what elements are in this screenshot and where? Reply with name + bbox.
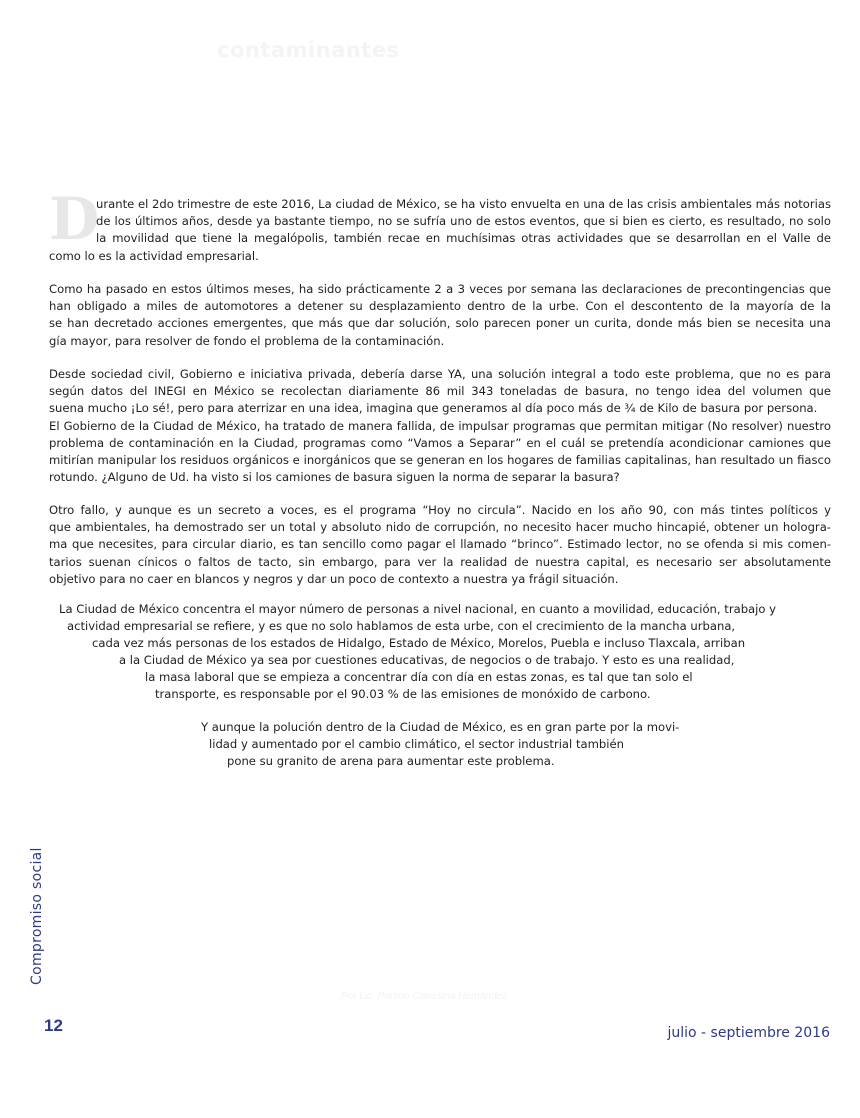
text-line: que ambientales, ha demostrado ser un total y absoluto nido de corrupción, no necesito hacer mucho hincapié, obtener un hologra- [49,520,831,535]
paragraph-precontingencies [49,281,831,350]
text-line: problema de contaminación en la Ciudad, programas como “Vamos a Separar” en el cuál se pretendía acondicionar camiones que [49,435,831,450]
text-line: La Ciudad de México concentra el mayor número de personas a nivel nacional, en cuanto a movilidad, educación, trabajo y [59,602,777,616]
paragraph-hoy-no-circula [49,502,831,588]
section-label: Compromiso social [29,847,45,985]
text-line: suena mucho ¡Lo sé!, pero para aterrizar en una idea, imagina que generamos al día poco más de ¾ de Kilo de basura por persona. [49,401,818,416]
text-line: Desde sociedad civil, Gobierno e iniciativa privada, debería darse YA, una solución integral a todo este problema, que no es para [49,367,831,381]
paragraph-intro [49,196,831,265]
text-line: transporte, es responsable por el 90.03 % de las emisiones de monóxido de carbono. [155,687,651,701]
text-line: cada vez más personas de los estados de Hidalgo, Estado de México, Morelos, Puebla e incluso Tlaxcala, arriban [92,636,746,650]
text-line: Como ha pasado en estos últimos meses, ha sido prácticamente 2 a 3 veces por semana las declaraciones de precontingencias que [49,282,831,296]
author-credit: Por Lic. Porfirio Clavellina Hernández [341,991,508,1002]
text-line: objetivo para no caer en blancos y negros y dar un poco de contexto a nuestra ya frágil situación. [49,571,619,586]
text-line: a la Ciudad de México ya sea por cuestiones educativas, de negocios o de trabajo. Y esto es una realidad, [119,653,735,667]
paragraph-waste [49,366,831,486]
text-line: han obligado a miles de automotores a detener su desplazamiento dentro de la urbe. Con el descontento de la mayoría de la [49,299,831,314]
text-line: según datos del INEGI en México se recolectan diariamente 86 mil 343 toneladas de basura, no tengo idea del volumen que [49,384,831,399]
text-line: El Gobierno de la Ciudad de México, ha tratado de manera fallida, de impulsar programas que permitan mitigar (No resolver) nuestro [49,418,831,433]
text-line: lidad y aumentado por el cambio climático, el sector industrial también [209,737,624,751]
drop-cap: D [49,185,100,253]
page-number: 12 [44,1016,63,1035]
text-line: la masa laboral que se empieza a concentrar día con día en estas zonas, es tal que tan solo el [145,670,693,684]
text-line: Otro fallo, y aunque es un secreto a voces, es el programa “Hoy no circula”. Nacido en los año 90, con más tintes políticos y [49,503,831,517]
text-line: pone su granito de arena para aumentar este problema. [227,754,555,768]
text-line: rotundo. ¿Alguno de Ud. ha visto si los camiones de basura siguen la norma de separar la basura? [49,470,620,485]
text-line: gía mayor, para resolver de fondo el problema de la contaminación. [49,333,445,348]
article-headline: contaminantes [217,38,400,62]
text-line: urante el 2do trimestre de este 2016, La ciudad de México, se ha visto envuelta en una de las crisis ambientales más notorias [96,197,831,211]
text-line: como lo es la actividad empresarial. [49,248,259,263]
text-line: actividad empresarial se refiere, y es que no solo hablamos de esta urbe, con el crecimiento de la mancha urbana, [67,619,736,633]
text-line: la movilidad que tiene la megalópolis, también recae en muchísimas otras actividades que se desarrollan en el Valle de [96,231,831,246]
text-line: se han decretado acciones emergentes, que más que dar solución, solo parecen poner un curita, donde más bien se necesita una [49,316,831,331]
text-line: Y aunque la polución dentro de la Ciudad de México, es en gran parte por la movi- [201,720,680,734]
text-line: mitirían manipular los residuos orgánicos e inorgánicos que se generan en los hogares de familias capitalinas, han resultado un fiasco [49,452,831,467]
text-line: tarios suenan cínicos o faltos de tacto, sin embargo, para ver la realidad de nuestra capital, es necesario ser absolutamente [49,554,831,569]
issue-date: julio - septiembre 2016 [667,1025,830,1041]
text-line: de los últimos años, desde ya bastante tiempo, no se sufría uno de estos eventos, que si bien es cierto, es resultado, no solo [96,214,831,229]
text-line: ma que necesites, para circular diario, es tan sencillo como pagar el llamado “brinco”. Estimado lector, no se ofenda si mis comen- [49,537,831,552]
